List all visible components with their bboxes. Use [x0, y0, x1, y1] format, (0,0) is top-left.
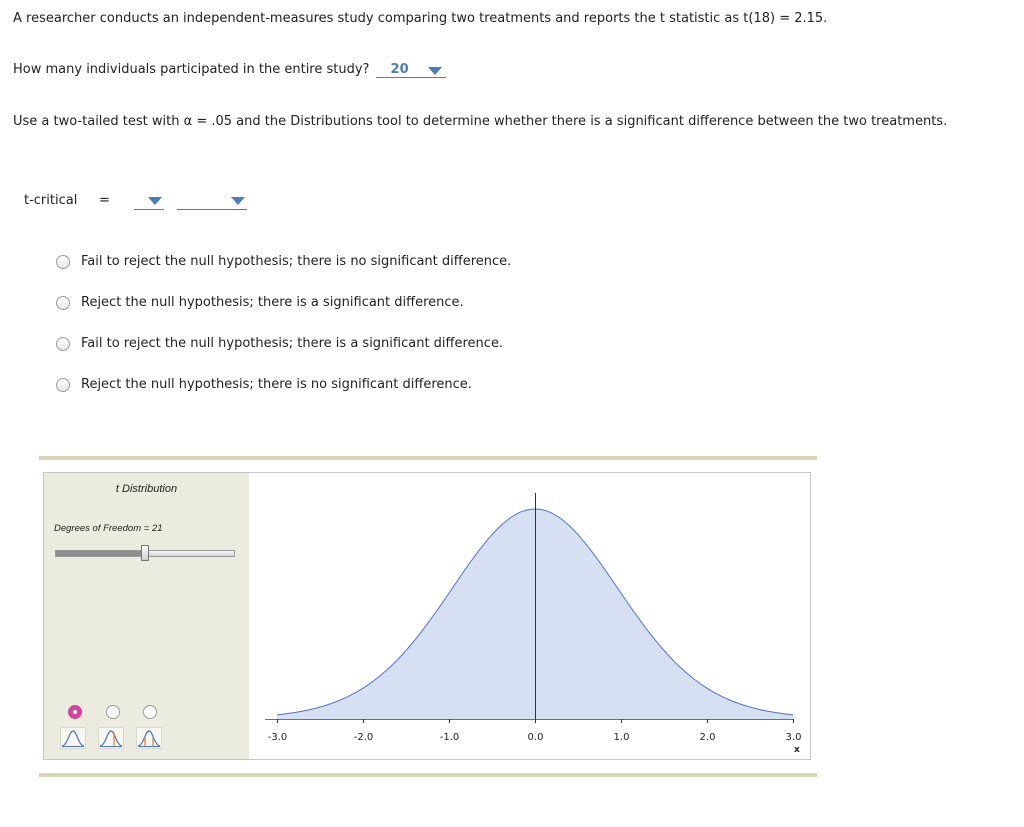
equals-sign: =	[99, 193, 110, 208]
radio-button[interactable]	[56, 296, 70, 310]
one-tail-curve-icon[interactable]	[98, 727, 124, 749]
instructions-text: Use a two-tailed test with α = .05 and the Distributions tool to determine whether there is a significant difference between the two treatments.	[13, 114, 948, 129]
participants-question	[13, 62, 446, 78]
x-tick-label: 0.0	[527, 732, 544, 743]
participants-answer: 20	[390, 62, 409, 77]
participants-prompt: How many individuals participated in the entire study?	[13, 62, 370, 77]
t-critical-label: t-critical	[24, 193, 78, 208]
option-3-label: Fail to reject the null hypothesis; there is a significant difference.	[81, 336, 504, 351]
tool-control-panel	[44, 473, 249, 759]
t-critical-value-dropdown[interactable]	[177, 193, 247, 210]
option-1[interactable]	[56, 254, 511, 269]
distributions-tool	[43, 472, 811, 760]
t-critical-sign-dropdown[interactable]	[134, 193, 164, 210]
radio-button[interactable]	[56, 337, 70, 351]
chevron-down-icon	[428, 67, 442, 75]
x-tick-label: 1.0	[613, 732, 630, 743]
chevron-down-icon	[231, 197, 245, 205]
x-tick-label: -2.0	[353, 732, 374, 743]
participants-dropdown[interactable]	[376, 62, 446, 78]
x-tick-label: 2.0	[699, 732, 716, 743]
distribution-curve-icon[interactable]	[60, 727, 86, 749]
mode-radio-two-tail[interactable]	[143, 705, 157, 719]
dof-slider-thumb[interactable]	[141, 545, 149, 561]
option-3[interactable]	[56, 336, 503, 351]
option-1-label: Fail to reject the null hypothesis; there is no significant difference.	[81, 254, 512, 269]
tool-bottom-divider	[39, 773, 817, 777]
option-4-label: Reject the null hypothesis; there is no significant difference.	[81, 377, 472, 392]
tool-title: t Distribution	[115, 483, 178, 495]
x-tick-label: 3.0	[785, 732, 802, 743]
x-tick-label: -1.0	[439, 732, 460, 743]
degrees-of-freedom-label: Degrees of Freedom = 21	[54, 523, 163, 534]
mode-radio-standard[interactable]	[68, 705, 82, 719]
two-tail-curve-icon[interactable]	[136, 727, 162, 749]
x-axis-label: x	[794, 745, 800, 755]
option-4[interactable]	[56, 377, 472, 392]
option-2-label: Reject the null hypothesis; there is a significant difference.	[81, 295, 464, 310]
option-2[interactable]	[56, 295, 464, 310]
tool-top-divider	[39, 456, 817, 460]
question-intro: A researcher conducts an independent-measures study comparing two treatments and reports the t statistic as t(18) = 2.15.	[13, 11, 828, 26]
chevron-down-icon	[148, 197, 162, 205]
dof-slider-fill	[56, 551, 144, 556]
radio-button[interactable]	[56, 378, 70, 392]
x-tick-label: -3.0	[267, 732, 288, 743]
radio-button[interactable]	[56, 255, 70, 269]
mode-radio-one-tail[interactable]	[106, 705, 120, 719]
t-distribution-chart	[250, 473, 810, 759]
